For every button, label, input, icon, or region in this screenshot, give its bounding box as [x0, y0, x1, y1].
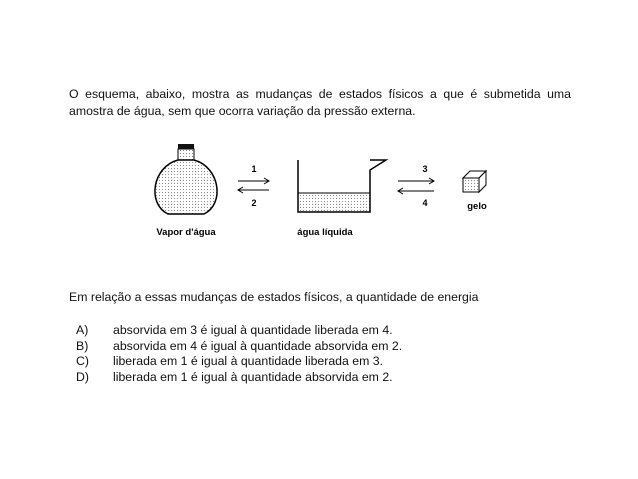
- liquid-beaker-icon: [298, 160, 386, 212]
- option-letter: A): [76, 323, 89, 337]
- arrows-1-2: [238, 178, 269, 193]
- intro-paragraph: O esquema, abaixo, mostra as mudanças de estados físicos a que é submetida uma amostra de água, sem que ocorra variação da pressão externa.: [69, 87, 571, 118]
- option-text: liberada em 1 é igual à quantidade liberada em 3.: [113, 354, 384, 369]
- option-text: absorvida em 4 é igual à quantidade absorvida em 2.: [113, 338, 403, 353]
- option-a[interactable]: [76, 323, 402, 339]
- option-letter: D): [76, 369, 89, 384]
- option-d[interactable]: [76, 370, 402, 386]
- option-letter: C): [76, 354, 89, 369]
- answer-options: [76, 323, 402, 385]
- option-text: absorvida em 3 é igual à quantidade liberada em 4.: [113, 323, 393, 337]
- ice-cube-icon: [463, 171, 486, 192]
- option-b[interactable]: [76, 339, 402, 355]
- option-text: liberada em 1 é igual à quantidade absorvida em 2.: [113, 369, 393, 384]
- question-stem: Em relação a essas mudanças de estados físicos, a quantidade de energia: [69, 290, 479, 304]
- option-c[interactable]: [76, 354, 402, 370]
- option-letter: B): [76, 338, 89, 353]
- arrows-3-4: [398, 178, 434, 194]
- caption-gelo: gelo: [467, 201, 487, 212]
- arrow-label-2: 2: [251, 198, 257, 208]
- arrow-label-3: 3: [422, 164, 428, 174]
- caption-liquida: água líquida: [297, 227, 353, 238]
- vapor-flask-icon: [155, 144, 217, 214]
- arrow-label-1: 1: [251, 164, 257, 174]
- arrow-label-4: 4: [422, 198, 428, 208]
- caption-vapor: Vapor d'água: [156, 227, 216, 238]
